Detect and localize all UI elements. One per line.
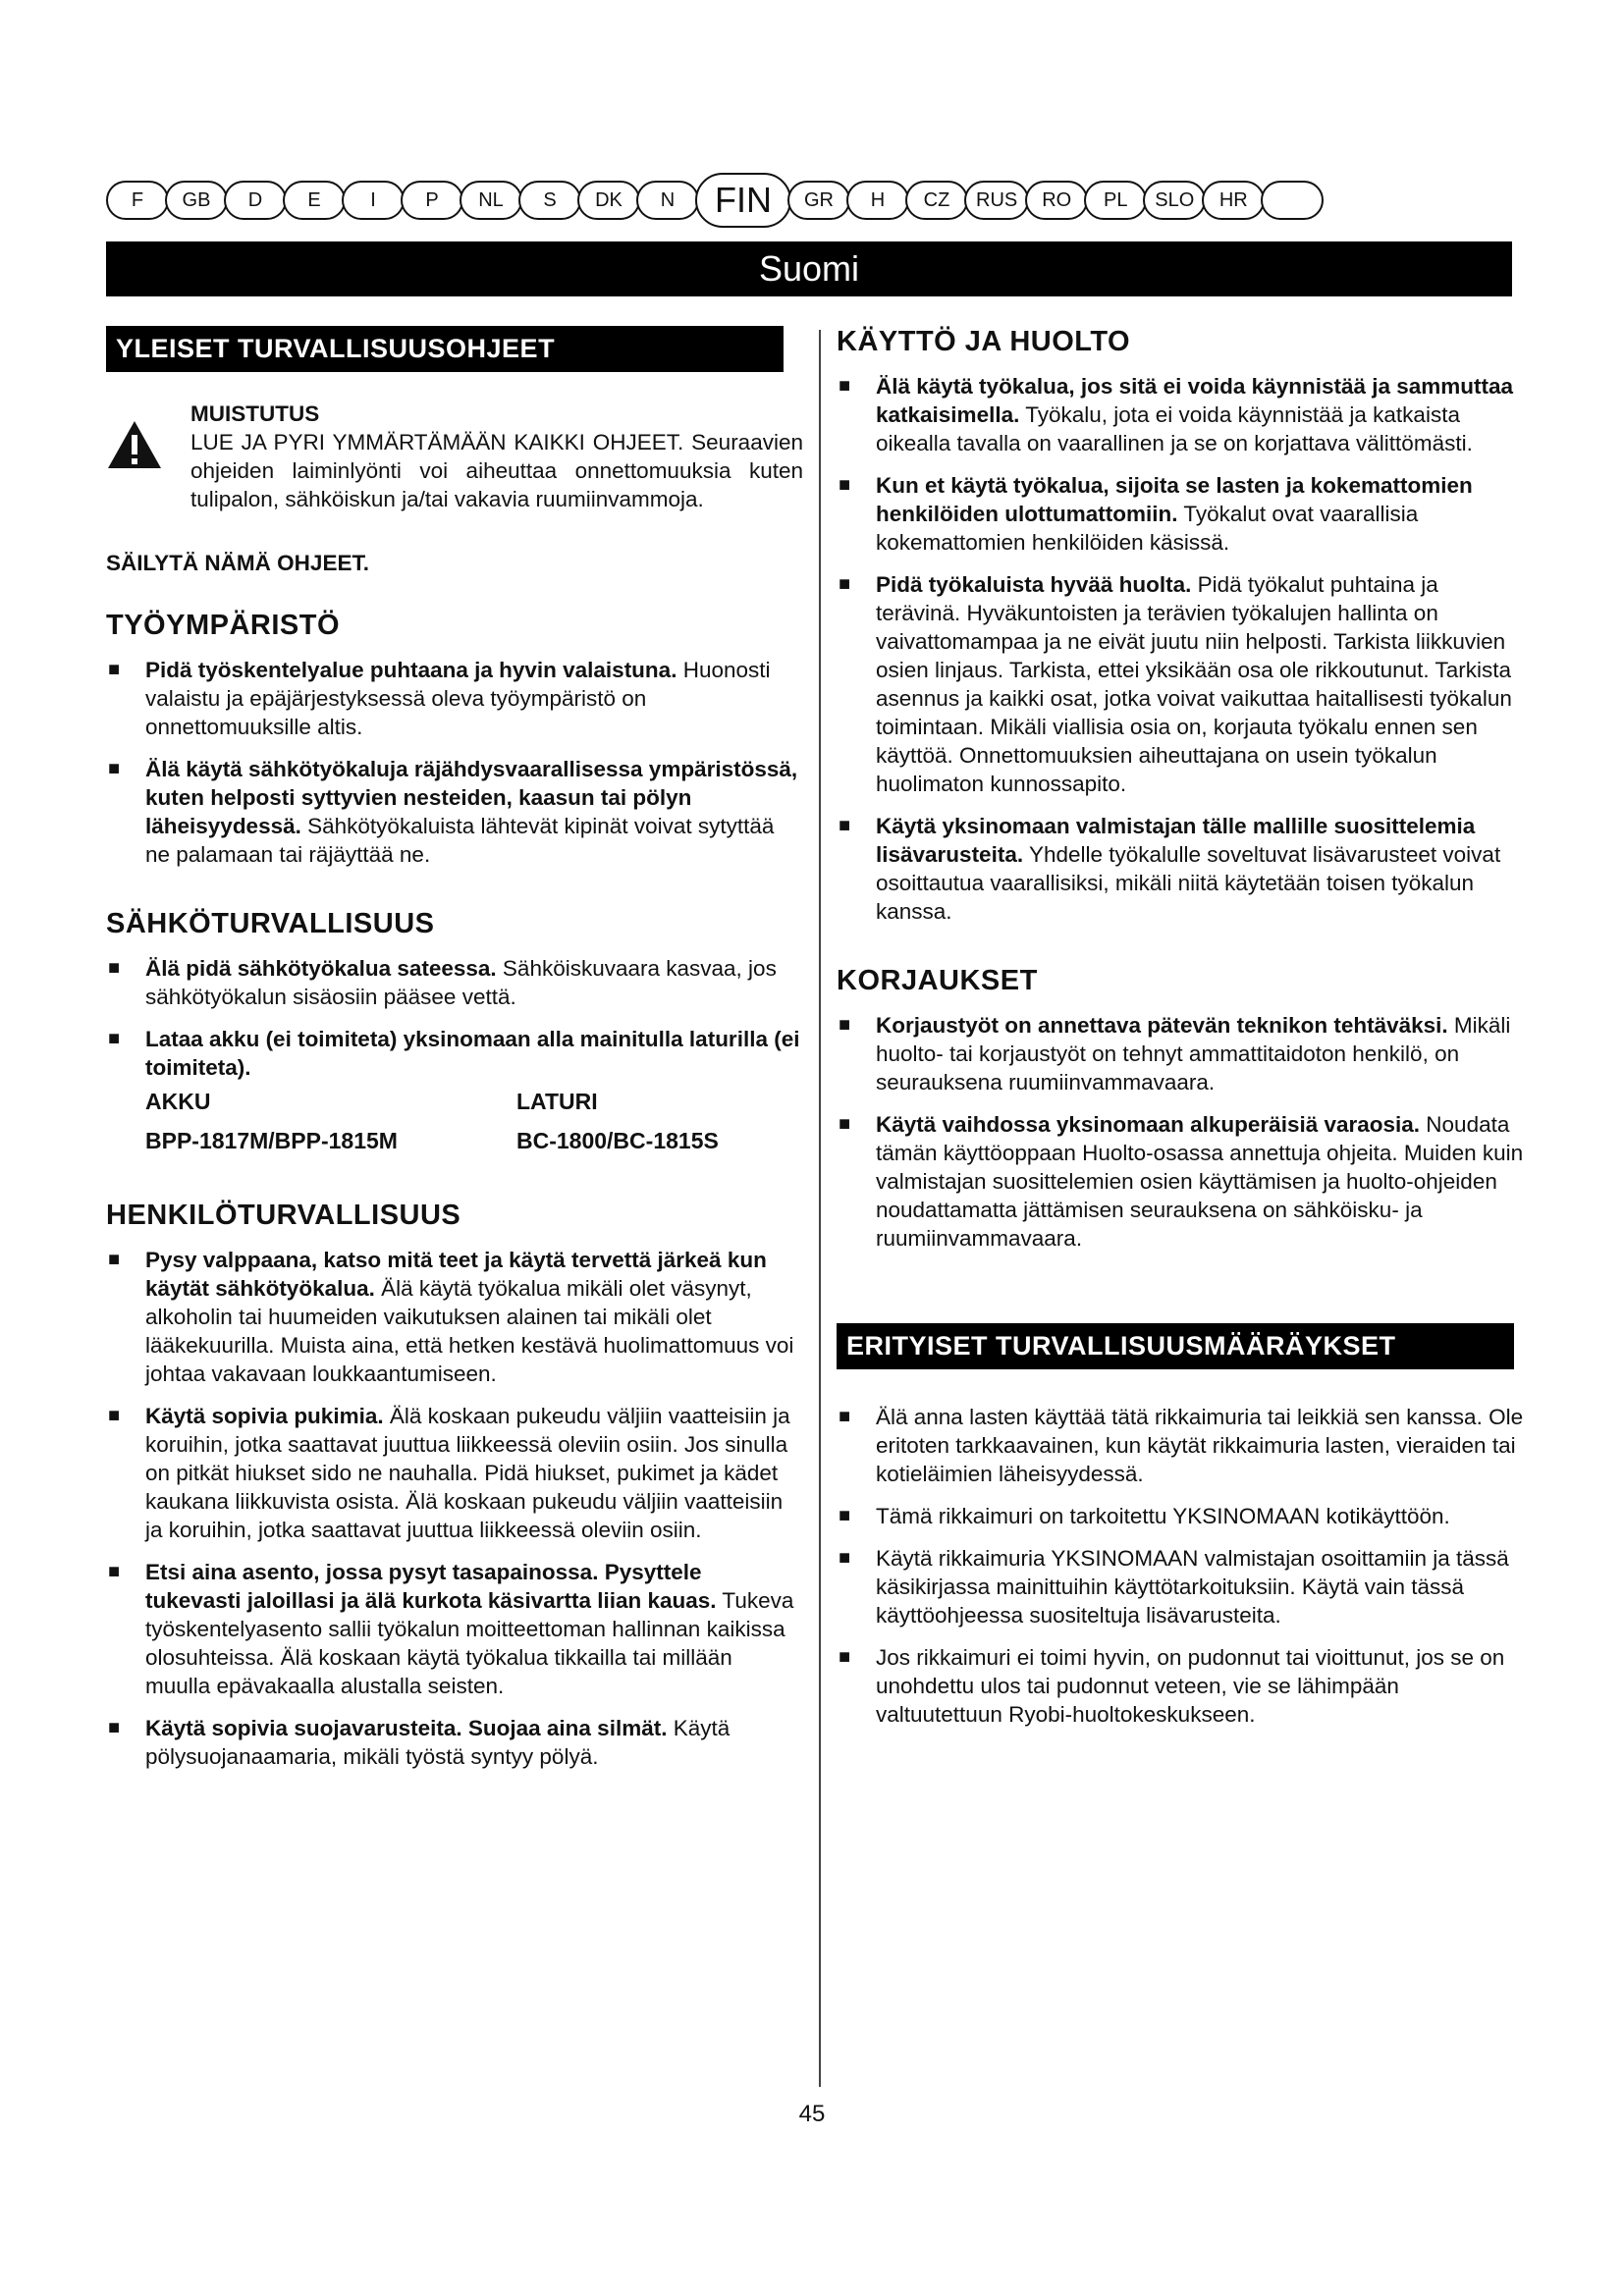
lang-tab-d[interactable]: D: [224, 181, 287, 220]
lang-tab-fin-active[interactable]: FIN: [695, 173, 791, 228]
list-item: ■ Tämä rikkaimuri on tarkoitettu YKSINOMAAN kotikäyttöön.: [839, 1504, 1450, 1528]
right-column: [837, 326, 1524, 1742]
column-divider: [819, 330, 821, 2087]
lang-tab-f[interactable]: F: [106, 181, 169, 220]
list-item: ■ Kun et käytä työkalua, sijoita se lasten ja kokemattomien henkilöiden ulottumattomiin. Työkalut ovat vaarallisia kokemattomien henkilöiden käsissä.: [839, 473, 1473, 555]
lang-tab-i[interactable]: I: [342, 181, 405, 220]
lang-tab-hr[interactable]: HR: [1202, 181, 1265, 220]
lang-tab-s[interactable]: S: [518, 181, 581, 220]
warning-title: MUISTUTUS: [190, 401, 320, 426]
lang-tab-ro[interactable]: RO: [1025, 181, 1088, 220]
list-item: ■ Käytä sopivia suojavarusteita. Suojaa aina silmät. Käytä pölysuojanaamaria, mikäli työstä syntyy pölyä.: [108, 1716, 731, 1769]
specific-safety-header: ERITYISET TURVALLISUUSMÄÄRÄYKSET: [837, 1323, 1514, 1369]
lang-tab-h[interactable]: H: [846, 181, 909, 220]
list-item: ■ Korjaustyöt on annettava pätevän teknikon tehtäväksi. Mikäli huolto- tai korjaustyöt on tehnyt ammattitaidoton henkilö, on seurauksena ruumiinvammavaara.: [839, 1013, 1511, 1095]
warning-triangle-icon: [106, 400, 190, 513]
warning-text: LUE JA PYRI YMMÄRTÄMÄÄN KAIKKI OHJEET. Seuraavien ohjeiden laiminlyönti voi aiheuttaa onnettomuuksia kuten tulipalon, sähköiskun ja/tai vakavia ruumiinvammoja.: [190, 430, 803, 511]
lang-tab-slo[interactable]: SLO: [1143, 181, 1206, 220]
lang-tab-pl[interactable]: PL: [1084, 181, 1147, 220]
keep-instructions: SÄILYTÄ NÄMÄ OHJEET.: [106, 551, 369, 575]
lang-tab-n[interactable]: N: [636, 181, 699, 220]
list-item: ■ Käytä yksinomaan valmistajan tälle mallille suosittelemia lisävarusteita. Yhdelle työkalulle soveltuvat lisävarusteet voivat osoittautua vaarallisiksi, mikäli niitä käytetään toisen työkalun kanssa.: [839, 814, 1501, 924]
lang-tab-e[interactable]: E: [283, 181, 346, 220]
lang-tab-cz[interactable]: CZ: [905, 181, 968, 220]
list-item: ■ Pidä työskentelyalue puhtaana ja hyvin valaistuna. Huonosti valaistu ja epäjärjestyksessä oleva työympäristö on onnettomuuksille altis.: [108, 658, 771, 739]
list-item: ■ Älä anna lasten käyttää tätä rikkaimuria tai leikkiä sen kanssa. Ole eritoten tarkkaavainen, kun käytät rikkaimuria lasten, vieraiden tai kotieläimien läheisyydessä.: [839, 1405, 1524, 1486]
lang-tab-nl[interactable]: NL: [460, 181, 522, 220]
list-item: ■ Pysy valppaana, katso mitä teet ja käytä tervettä järkeä kun käytät sähkötyökalua. Älä käytä työkalua mikäli olet väsynyt, alkoholin tai huumeiden vaikutuksen alainen tai mikäli olet lääkekuurilla. Muista aina, että hetken kestävä huolimattomuus voi johtaa vakavaan loukkaantumiseen.: [108, 1248, 794, 1386]
spec-header-row: AKKU LATURI: [145, 1089, 598, 1114]
left-column: [106, 326, 803, 1785]
list-item: ■ Älä käytä sähkötyökaluja räjähdysvaarallisessa ympäristössä, kuten helposti syttyvien nesteiden, kaasun tai pölyn läheisyydessä. Sähkötyökaluista lähtevät kipinät voivat sytyttää ne palamaan tai räjäyttää ne.: [108, 757, 798, 867]
work-area-heading: TYÖYMPÄRISTÖ: [106, 610, 341, 641]
lang-tab-empty[interactable]: [1261, 181, 1324, 220]
page-title: Suomi: [106, 241, 1512, 296]
list-item: ■ Käytä vaihdossa yksinomaan alkuperäisiä varaosia. Noudata tämän käyttöoppaan Huolto-osassa annettuja ohjeita. Muiden kuin valmistajan suosittelemien osien käyttämisen ja huolto-ohjeiden noudattamatta jättämisen seurauksena on sähköisku- ja ruumiinvammavaara.: [839, 1112, 1524, 1251]
page-number: 45: [798, 2101, 826, 2127]
general-safety-header: YLEISET TURVALLISUUSOHJEET: [106, 326, 784, 372]
lang-tab-dk[interactable]: DK: [577, 181, 640, 220]
lang-tab-p[interactable]: P: [401, 181, 463, 220]
list-item: ■ Jos rikkaimuri ei toimi hyvin, on pudonnut tai vioittunut, jos se on unohdettu ulos tai pudonnut veteen, vie se lähimpään valtuutettuun Ryobi-huoltokeskukseen.: [839, 1645, 1505, 1727]
list-item: ■ Etsi aina asento, jossa pysyt tasapainossa. Pysyttele tukevasti jaloillasi ja älä kurkota käsivartta liian kauas. Tukeva työskentelyasento sallii työkalun moitteettoman hallinnan kaikissa olosuhteissa. Älä koskaan käytä työkalua tikkailla tai millään muulla epävakaalla alustalla seisten.: [108, 1560, 794, 1698]
electrical-safety-heading: SÄHKÖTURVALLISUUS: [106, 908, 435, 939]
use-care-heading: KÄYTTÖ JA HUOLTO: [837, 326, 1131, 357]
lang-tab-rus[interactable]: RUS: [964, 181, 1029, 220]
list-item: ■ Käytä sopivia pukimia. Älä koskaan pukeudu väljiin vaatteisiin ja koruihin, jotka saattavat juuttua liikkeessä oleviin osiin. Jos sinulla on pitkät hiukset sido ne nauhalla. Pidä hiukset, pukimet ja kädet kaukana liikkuvista osista. Älä koskaan pukeudu väljiin vaatteisiin ja koruihin, jotka saattavat juuttua liikkeessä oleviin osiin.: [108, 1404, 790, 1542]
list-item: ■ Käytä rikkaimuria YKSINOMAAN valmistajan osoittamiin ja tässä käsikirjassa mainittuihin käyttötarkoituksiin. Käytä vain tässä käyttöohjeessa suositeltuja lisävarusteita.: [839, 1546, 1509, 1628]
list-item: ■ Lataa akku (ei toimiteta) yksinomaan alla mainitulla laturilla (ei toimiteta).: [108, 1027, 800, 1080]
repairs-heading: KORJAUKSET: [837, 965, 1038, 996]
list-item: ■ Älä käytä työkalua, jos sitä ei voida käynnistää ja sammuttaa katkaisimella. Työkalu, jota ei voida käynnistää ja katkaista oikealla tavalla on vaarallinen ja se on korjattava välittömästi.: [839, 374, 1514, 455]
language-selector: [106, 173, 1530, 228]
lang-tab-gr[interactable]: GR: [787, 181, 850, 220]
lang-tab-gb[interactable]: GB: [165, 181, 228, 220]
list-item: ■ Älä pidä sähkötyökalua sateessa. Sähköiskuvaara kasvaa, jos sähkötyökalun sisäosiin pääsee vettä.: [108, 956, 777, 1009]
list-item: ■ Pidä työkaluista hyvää huolta. Pidä työkalut puhtaina ja terävinä. Hyväkuntoisten ja terävien työkalujen hallinta on vaivattomampaa ja ne eivät juutu niin helposti. Tarkista liikkuvien osien linjaus. Tarkista, ettei yksikään osa ole rikkoutunut. Tarkista asennus ja kaikki osat, jotka voivat vaikuttaa haitallisesti työkalun toimintaan. Mikäli viallisia osia on, korjauta työkalu ennen sen käyttöä. Onnettomuuksien aiheuttajana on usein työkalun huolimaton kunnossapito.: [839, 572, 1512, 796]
spec-value-row: BPP-1817M/BPP-1815M BC-1800/BC-1815S: [145, 1128, 719, 1153]
warning-block: [106, 400, 803, 513]
personal-safety-heading: HENKILÖTURVALLISUUS: [106, 1200, 461, 1231]
